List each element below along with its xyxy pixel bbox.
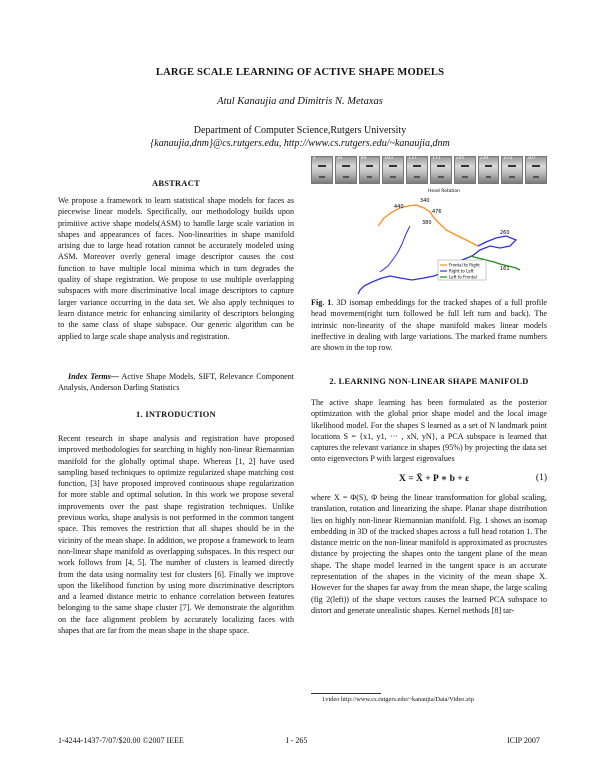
affiliation-department: Department of Computer Science,Rutgers University [193,125,407,136]
face-frame [359,156,381,184]
index-terms [58,371,294,394]
footnote-rule [311,693,381,694]
plot-title: Head Rotation [428,189,461,194]
face-frame [525,156,547,184]
face-frame-number: 307 [527,156,536,161]
figure-caption-label: Fig. 1 [311,298,332,307]
figure-caption-text: . 3D isomap embeddings for the tracked shapes of a full profile head movement(right turn followed be full left turn and back). The intrinsic non-linearity of the shape manifold makes linear models ineffective in dealing with large variations. The marked frame numbers are shown in the top row. [311,298,547,353]
series-right-to-left-branch [380,226,410,272]
abstract-text: We propose a framework to learn statistical shape models for faces as piecewise linear models. Specifically, our methodology builds upon primitive active shape models(ASM) to handle large scale variation in shapes and appearances of faces. Non-linearities in shape manifold arising due to large head rotation cannot be accurately modeled using ASM. Moreover overly general image descriptor causes the cost function to have multiple local minima which in turn degrades the quality of shape registration. We propose to use multiple overlapping subspaces with more discriminative local image descriptors to capture larger variance occurring in the data set. We also apply techniques to learn distance metric for enhancing similarity of descriptors belonging to the same class of shape subspace. Our generic algorithm can be applied to large scale shape analysis and registration. [58,196,294,341]
paper-title: LARGE SCALE LEARNING OF ACTIVE SHAPE MODELS [155,67,445,78]
figure-caption [311,297,547,353]
face-frame [478,156,500,184]
face-frame-number: 205 [455,156,465,161]
face-frame-number: 103 [384,156,393,161]
frame-label-260: 260 [500,230,510,236]
face-frame [382,156,404,184]
face-frame [406,156,428,184]
abstract-heading: ABSTRACT [151,179,200,188]
face-frame-number: 35 [336,156,343,161]
legend-right-to-left: Right to Left [449,268,474,274]
section2-heading: 2. LEARNING NON-LINEAR SHAPE MANIFOLD [329,377,529,386]
face-frame [311,156,333,184]
frame-label-380: 380 [422,220,432,226]
face-frames-row [311,156,547,184]
frame-label-340: 340 [420,198,430,204]
equation-body: X = X̄ + P ∗ b + ε [399,474,470,484]
footnote: 1video http://www.cs.rutgers.edu/~kanaujia/Data/Video.zip [322,696,474,703]
frame-label-440: 440 [394,204,404,210]
footer-conference: ICIP 2007 [507,736,540,745]
footer-page-number: I - 265 [286,736,308,745]
legend-left-to-frontal: Left to Frontal [449,274,477,280]
face-frame [430,156,452,184]
face-frame-number: 137 [408,156,417,161]
plot-legend [438,260,486,280]
section2-para2: where X = Φ(S), Φ being the linear transformation for global scaling, translation, rotation and linearizing the shape. Planar shape distribution lies on highly non-linear Riemannian manifold. Fig. 1 shows an isomap embedding in 3D of the tracked shapes across a full head rotation 1. The distance metric on the non-linear manifold is approximated as procrustes distance by projecting the shapes onto the tangent plane of the mean shape. The shape model learned in the tangent space is an accurate representation of the shapes in the vicinity of the mean shape X. However for the shapes far away from the mean shape, the large scaling (fig 2(left)) of the shape vectors causes the learned PCA subspace to distort and generate unrealistic shapes. Kernel methods [8] tar- [311,493,547,615]
isomap-plot [350,186,525,296]
affiliation-emails: {kanaujia,dnm}@cs.rutgers.edu, http://www.cs.rutgers.edu/~kanaujia,dnm [150,138,450,149]
index-terms-label: Index Terms— [68,372,119,381]
face-frame-number: 1 [313,156,316,161]
index-terms-text: Active Shape Models, SIFT, Relevance Component Analysis, Anderson Darling Statistics [58,372,295,393]
affiliation [0,124,600,150]
face-frame-number: 239 [479,156,489,161]
face-frame [501,156,523,184]
face-frame [454,156,476,184]
intro-text: Recent research in shape analysis and registration have proposed improved methodologies for searching in highly non-linear Riemannian manifold for the globally optimal shape. Whereas [1, 2] have used sampling based techniques to optimize regularized shape matching cost function, [3] have proposed improved continuous shape regularization for more stable and optimal solution. In this work we propose several improvements over the past shape registration techniques. Unlike previous works, shape analysis is not performed in the common tangent space. This removes the restriction that all shapes should be in the vicinity of the mean shape. In addition, we propose a framework to learn non-linear shape manifold as overlapping subspaces. In this respect our work follows from [4, 5]. The number of clusters is learned directly from the data using normality test for clusters [6]. Finally we improve upon the likelihood function by using more discriminative descriptors and a learned distance metric to enhance correlation between features belonging to the same shape cluster [7]. We demonstrate the algorithm on the face alignment problem by accurately localizing faces with shapes that are far from the mean shape in the shape space. [58,434,294,636]
frame-label-161: 161 [500,266,510,272]
frame-label-476: 476 [432,209,442,215]
section2-para1: The active shape learning has been formulated as the posterior optimization with the global prior shape model and the local image likelihood model. For the shapes S learned as a set of N landmark point locations S = {x1, y1, ··· , xN, yN}, a PCA subspace is learned that captures the relevant variance in shapes (95%) by projecting the data set onto eigenvectors P with largest eigenvalues [311,398,547,464]
face-frame-number: 273 [503,156,512,161]
legend-frontal-to-right: Frontal to Right [449,262,480,268]
face-frame [335,156,357,184]
footer-copyright: 1-4244-1437-7/07/$20.00 ©2007 IEEE [58,736,184,745]
intro-heading: 1. INTRODUCTION [136,410,216,419]
authors: Atul Kanaujia and Dimitris N. Metaxas [217,96,383,107]
series-right-to-left [358,236,516,294]
face-frame-number: 171 [431,156,441,161]
equation-number: (1) [535,473,547,483]
face-frame-number: 69 [360,156,367,161]
